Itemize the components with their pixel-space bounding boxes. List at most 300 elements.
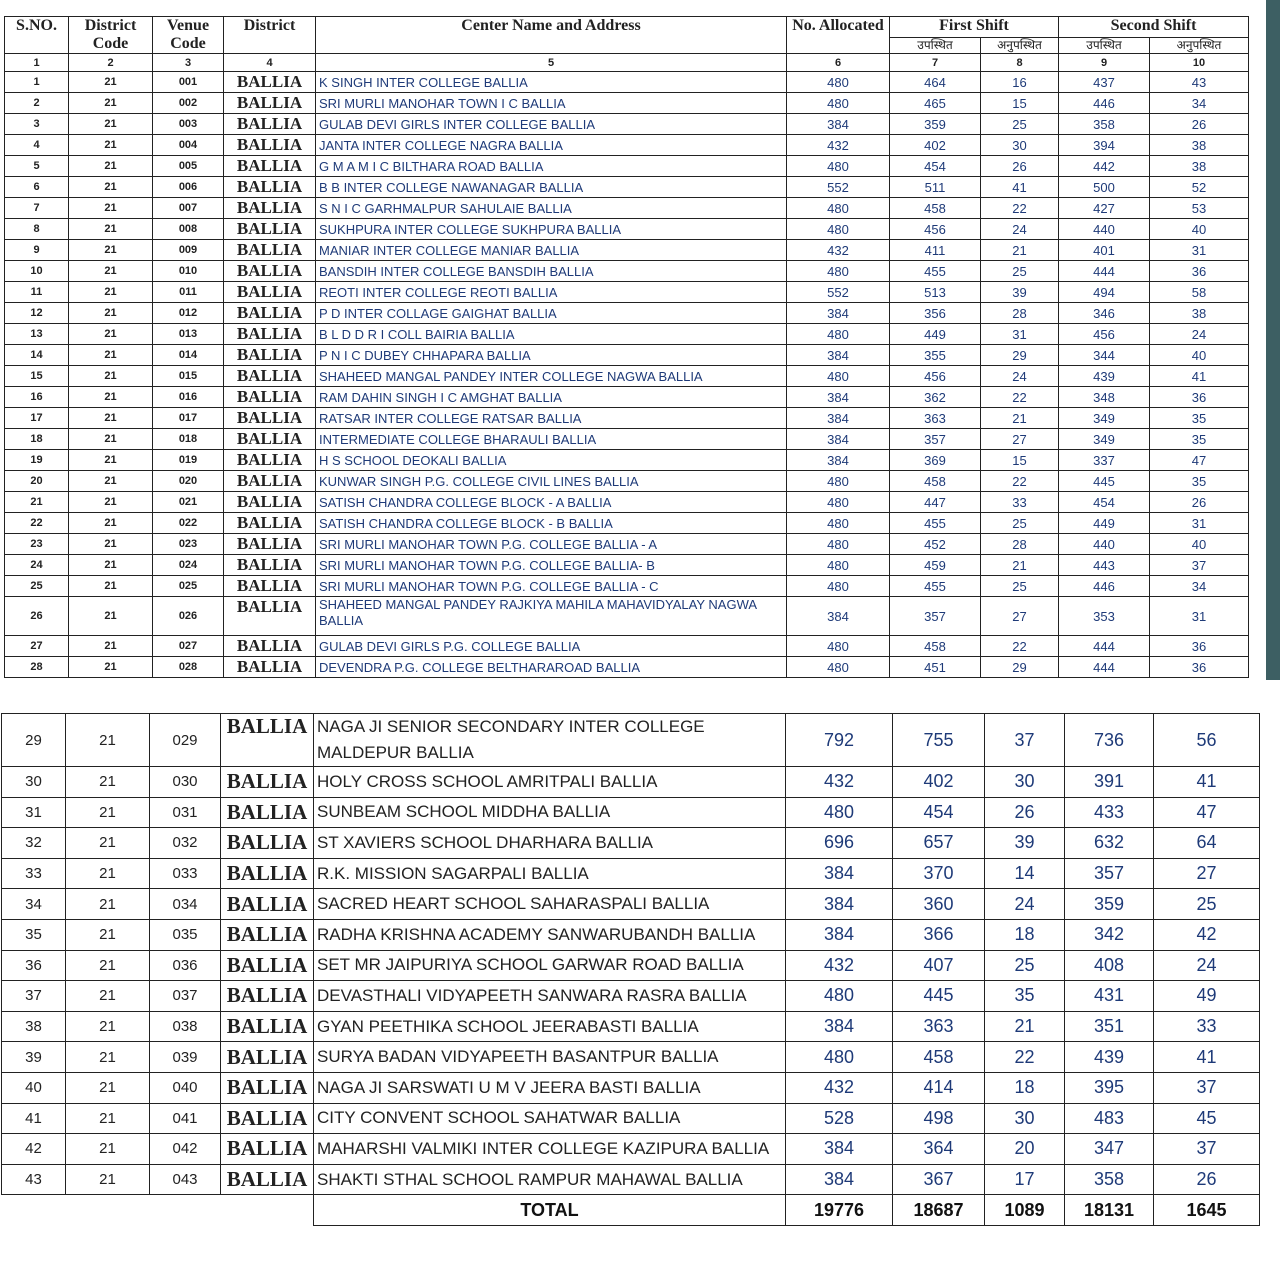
cell-second-absent: 10 <box>1150 54 1249 72</box>
table-row <box>5 240 1249 261</box>
cell-second-absent: 40 <box>1150 345 1249 366</box>
table-row <box>5 366 1249 387</box>
cell-district-code: 21 <box>66 797 150 828</box>
cell-allocated: 480 <box>787 636 890 657</box>
cell-district: BALLIA <box>224 345 316 366</box>
cell-venue-code: 021 <box>153 492 224 513</box>
cell-district-code: 21 <box>69 324 153 345</box>
cell-sno: 8 <box>5 219 69 240</box>
cell-first-absent: 22 <box>981 471 1059 492</box>
cell-first-absent: 26 <box>981 156 1059 177</box>
cell-first-present: 458 <box>890 471 981 492</box>
cell-district: BALLIA <box>224 72 316 93</box>
table-row <box>5 282 1249 303</box>
header-district-code: District Code <box>69 17 153 54</box>
table-row <box>5 261 1249 282</box>
cell-center-name: REOTI INTER COLLEGE REOTI BALLIA <box>316 282 787 303</box>
cell-first-absent: 24 <box>981 219 1059 240</box>
cell-second-present: 9 <box>1059 54 1150 72</box>
table-row <box>2 950 1260 981</box>
cell-district-code: 21 <box>69 261 153 282</box>
header-center: Center Name and Address <box>316 17 787 54</box>
cell-second-absent: 36 <box>1150 387 1249 408</box>
cell-sno: 21 <box>5 492 69 513</box>
cell-allocated: 480 <box>787 555 890 576</box>
cell-second-absent: 47 <box>1154 797 1260 828</box>
cell-district-code: 21 <box>69 636 153 657</box>
cell-second-absent: 35 <box>1150 471 1249 492</box>
cell-first-present: 456 <box>890 366 981 387</box>
cell-district: BALLIA <box>224 429 316 450</box>
cell-first-present: 454 <box>893 797 985 828</box>
cell-first-absent: 24 <box>981 366 1059 387</box>
cell-center-name: NAGA JI SARSWATI U M V JEERA BASTI BALLIA <box>314 1072 786 1103</box>
cell-venue-code: 018 <box>153 429 224 450</box>
cell-center-name: INTERMEDIATE COLLEGE BHARAULI BALLIA <box>316 429 787 450</box>
cell-allocated: 384 <box>786 858 893 889</box>
cell-center-name: SURYA BADAN VIDYAPEETH BASANTPUR BALLIA <box>314 1042 786 1073</box>
cell-second-absent: 38 <box>1150 135 1249 156</box>
cell-district: BALLIA <box>221 1134 314 1165</box>
cell-first-absent: 21 <box>981 240 1059 261</box>
cell-district: BALLIA <box>224 156 316 177</box>
cell-first-present: 7 <box>890 54 981 72</box>
cell-district: BALLIA <box>224 387 316 408</box>
table-row <box>5 576 1249 597</box>
cell-venue-code: 009 <box>153 240 224 261</box>
cell-sno: 30 <box>2 767 66 798</box>
cell-first-absent: 22 <box>985 1042 1065 1073</box>
cell-first-absent: 21 <box>985 1011 1065 1042</box>
cell-sno: 7 <box>5 198 69 219</box>
cell-first-absent: 37 <box>985 714 1065 767</box>
cell-sno: 4 <box>5 135 69 156</box>
cell-allocated: 480 <box>787 156 890 177</box>
table-row <box>2 1164 1260 1195</box>
cell-center-name: B L D D R I COLL BAIRIA BALLIA <box>316 324 787 345</box>
cell-first-absent: 20 <box>985 1134 1065 1165</box>
cell-second-present: 439 <box>1059 366 1150 387</box>
cell-first-absent: 39 <box>985 828 1065 859</box>
cell-sno: 27 <box>5 636 69 657</box>
table-row <box>5 135 1249 156</box>
cell-district-code: 21 <box>69 156 153 177</box>
cell-venue-code: 035 <box>150 919 221 950</box>
cell-district: BALLIA <box>221 1011 314 1042</box>
total-second-present: 18131 <box>1065 1195 1154 1226</box>
total-label: TOTAL <box>314 1195 786 1226</box>
header-second-shift: Second Shift <box>1059 17 1249 38</box>
cell-first-present: 455 <box>890 513 981 534</box>
cell-district-code: 21 <box>66 1072 150 1103</box>
cell-sno: 32 <box>2 828 66 859</box>
cell-venue-code: 026 <box>153 597 224 636</box>
cell-venue-code: 006 <box>153 177 224 198</box>
cell-venue-code: 020 <box>153 471 224 492</box>
cell-first-present: 459 <box>890 555 981 576</box>
cell-second-present: 736 <box>1065 714 1154 767</box>
cell-allocated: 384 <box>787 114 890 135</box>
cell-second-present: 359 <box>1065 889 1154 920</box>
cell-district-code: 21 <box>69 72 153 93</box>
cell-allocated: 480 <box>787 657 890 678</box>
cell-venue-code: 043 <box>150 1164 221 1195</box>
cell-center-name: SRI MURLI MANOHAR TOWN I C BALLIA <box>316 93 787 114</box>
cell-allocated: 480 <box>787 198 890 219</box>
cell-first-absent: 28 <box>981 303 1059 324</box>
cell-sno: 31 <box>2 797 66 828</box>
cell-second-present: 444 <box>1059 636 1150 657</box>
cell-allocated: 696 <box>786 828 893 859</box>
cell-second-absent: 64 <box>1154 828 1260 859</box>
cell-allocated: 528 <box>786 1103 893 1134</box>
cell-venue-code: 036 <box>150 950 221 981</box>
cell-first-present: 458 <box>893 1042 985 1073</box>
cell-first-absent: 30 <box>985 767 1065 798</box>
cell-district: BALLIA <box>221 1072 314 1103</box>
cell-venue-code: 029 <box>150 714 221 767</box>
cell-second-present: 358 <box>1059 114 1150 135</box>
cell-allocated: 384 <box>786 919 893 950</box>
cell-first-present: 402 <box>893 767 985 798</box>
cell-venue-code: 005 <box>153 156 224 177</box>
cell-center-name: K SINGH INTER COLLEGE BALLIA <box>316 72 787 93</box>
cell-sno: 13 <box>5 324 69 345</box>
cell-district: BALLIA <box>224 366 316 387</box>
cell-venue-code: 014 <box>153 345 224 366</box>
cell-second-absent: 35 <box>1150 408 1249 429</box>
cell-venue-code: 033 <box>150 858 221 889</box>
table-row <box>2 1011 1260 1042</box>
cell-center-name: P N I C DUBEY CHHAPARA BALLIA <box>316 345 787 366</box>
cell-second-present: 443 <box>1059 555 1150 576</box>
cell-first-present: 355 <box>890 345 981 366</box>
cell-venue-code: 038 <box>150 1011 221 1042</box>
cell-center-name: GYAN PEETHIKA SCHOOL JEERABASTI BALLIA <box>314 1011 786 1042</box>
cell-first-absent: 21 <box>981 555 1059 576</box>
table-row <box>5 555 1249 576</box>
cell-first-present: 411 <box>890 240 981 261</box>
table-row <box>5 114 1249 135</box>
cell-center-name: RADHA KRISHNA ACADEMY SANWARUBANDH BALLIA <box>314 919 786 950</box>
cell-venue-code: 024 <box>153 555 224 576</box>
cell-second-present: 351 <box>1065 1011 1154 1042</box>
cell-second-absent: 49 <box>1154 981 1260 1012</box>
cell-allocated: 384 <box>787 387 890 408</box>
table-row <box>2 1072 1260 1103</box>
cell-district-code: 21 <box>69 303 153 324</box>
cell-first-absent: 25 <box>981 576 1059 597</box>
cell-allocated: 432 <box>787 135 890 156</box>
cell-district-code: 21 <box>66 1103 150 1134</box>
cell-second-absent: 38 <box>1150 303 1249 324</box>
cell-district: BALLIA <box>224 555 316 576</box>
cell-sno: 18 <box>5 429 69 450</box>
cell-venue-code: 039 <box>150 1042 221 1073</box>
cell-venue-code: 023 <box>153 534 224 555</box>
cell-first-absent: 25 <box>981 261 1059 282</box>
cell-center-name: HOLY CROSS SCHOOL AMRITPALI BALLIA <box>314 767 786 798</box>
cell-allocated: 384 <box>787 597 890 636</box>
cell-sno: 40 <box>2 1072 66 1103</box>
cell-first-absent: 16 <box>981 72 1059 93</box>
cell-second-present: 349 <box>1059 429 1150 450</box>
cell-venue-code: 3 <box>153 54 224 72</box>
total-allocated: 19776 <box>786 1195 893 1226</box>
cell-center-name: SHAHEED MANGAL PANDEY INTER COLLEGE NAGWA BALLIA <box>316 366 787 387</box>
cell-center-name: S N I C GARHMALPUR SAHULAIE BALLIA <box>316 198 787 219</box>
table-row <box>2 1103 1260 1134</box>
table-row <box>2 714 1260 767</box>
cell-first-absent: 25 <box>985 950 1065 981</box>
cell-sno: 16 <box>5 387 69 408</box>
cell-sno: 41 <box>2 1103 66 1134</box>
cell-center-name: DEVASTHALI VIDYAPEETH SANWARA RASRA BALLIA <box>314 981 786 1012</box>
cell-center-name: CITY CONVENT SCHOOL SAHATWAR BALLIA <box>314 1103 786 1134</box>
cell-venue-code: 027 <box>153 636 224 657</box>
table-row <box>5 387 1249 408</box>
cell-venue-code: 016 <box>153 387 224 408</box>
cell-sno: 33 <box>2 858 66 889</box>
cell-allocated: 432 <box>786 767 893 798</box>
table-row <box>5 492 1249 513</box>
cell-allocated: 480 <box>787 324 890 345</box>
cell-first-present: 455 <box>890 576 981 597</box>
cell-district-code: 21 <box>66 1134 150 1165</box>
cell-venue-code: 037 <box>150 981 221 1012</box>
cell-district-code: 21 <box>69 345 153 366</box>
cell-second-absent: 26 <box>1150 492 1249 513</box>
cell-district: BALLIA <box>221 981 314 1012</box>
cell-second-present: 401 <box>1059 240 1150 261</box>
cell-venue-code: 042 <box>150 1134 221 1165</box>
cell-second-absent: 47 <box>1150 450 1249 471</box>
cell-second-absent: 37 <box>1154 1072 1260 1103</box>
table-row <box>2 981 1260 1012</box>
cell-district-code: 21 <box>69 513 153 534</box>
cell-district: BALLIA <box>224 471 316 492</box>
cell-second-present: 347 <box>1065 1134 1154 1165</box>
cell-first-absent: 29 <box>981 657 1059 678</box>
cell-second-present: 348 <box>1059 387 1150 408</box>
cell-district-code: 21 <box>66 1011 150 1042</box>
cell-first-absent: 30 <box>985 1103 1065 1134</box>
cell-center-name: RATSAR INTER COLLEGE RATSAR BALLIA <box>316 408 787 429</box>
table-row <box>2 1134 1260 1165</box>
cell-first-present: 454 <box>890 156 981 177</box>
table-row <box>5 303 1249 324</box>
cell-second-absent: 58 <box>1150 282 1249 303</box>
cell-first-absent: 41 <box>981 177 1059 198</box>
cell-sno: 5 <box>5 156 69 177</box>
cell-center-name: SUKHPURA INTER COLLEGE SUKHPURA BALLIA <box>316 219 787 240</box>
cell-district-code: 21 <box>69 408 153 429</box>
cell-second-present: 408 <box>1065 950 1154 981</box>
cell-district-code: 21 <box>69 534 153 555</box>
cell-venue-code: 022 <box>153 513 224 534</box>
header-second-present: उपस्थित <box>1059 38 1150 54</box>
cell-district-code: 21 <box>69 366 153 387</box>
cell-first-present: 363 <box>893 1011 985 1042</box>
cell-district-code: 21 <box>69 429 153 450</box>
cell-district: BALLIA <box>224 657 316 678</box>
cell-center-name: NAGA JI SENIOR SECONDARY INTER COLLEGE MALDEPUR BALLIA <box>314 714 786 767</box>
cell-first-absent: 22 <box>981 198 1059 219</box>
cell-district-code: 21 <box>69 576 153 597</box>
cell-allocated: 480 <box>787 513 890 534</box>
cell-first-present: 456 <box>890 219 981 240</box>
cell-first-present: 407 <box>893 950 985 981</box>
cell-second-present: 442 <box>1059 156 1150 177</box>
cell-sno: 6 <box>5 177 69 198</box>
cell-sno: 23 <box>5 534 69 555</box>
cell-first-absent: 18 <box>985 919 1065 950</box>
cell-center-name: SACRED HEART SCHOOL SAHARASPALI BALLIA <box>314 889 786 920</box>
cell-district-code: 21 <box>69 387 153 408</box>
cell-first-absent: 28 <box>981 534 1059 555</box>
cell-sno: 38 <box>2 1011 66 1042</box>
cell-second-present: 391 <box>1065 767 1154 798</box>
cell-second-present: 353 <box>1059 597 1150 636</box>
cell-district: BALLIA <box>224 513 316 534</box>
cell-second-present: 449 <box>1059 513 1150 534</box>
cell-second-absent: 41 <box>1150 366 1249 387</box>
cell-district-code: 21 <box>66 919 150 950</box>
cell-first-present: 363 <box>890 408 981 429</box>
cell-sno: 3 <box>5 114 69 135</box>
cell-second-absent: 35 <box>1150 429 1249 450</box>
cell-second-present: 395 <box>1065 1072 1154 1103</box>
cell-second-present: 437 <box>1059 72 1150 93</box>
table-row <box>5 198 1249 219</box>
header-district: District <box>224 17 316 54</box>
cell-district-code: 21 <box>69 492 153 513</box>
cell-venue-code: 008 <box>153 219 224 240</box>
cell-sno: 1 <box>5 54 69 72</box>
table-row <box>5 93 1249 114</box>
cell-second-present: 494 <box>1059 282 1150 303</box>
cell-center-name: G M A M I C BILTHARA ROAD BALLIA <box>316 156 787 177</box>
cell-district: BALLIA <box>224 492 316 513</box>
cell-second-absent: 45 <box>1154 1103 1260 1134</box>
cell-second-present: 349 <box>1059 408 1150 429</box>
cell-allocated: 480 <box>787 576 890 597</box>
cell-first-present: 755 <box>893 714 985 767</box>
cell-first-present: 366 <box>893 919 985 950</box>
cell-second-absent: 40 <box>1150 534 1249 555</box>
cell-district-code: 21 <box>69 135 153 156</box>
cell-district: BALLIA <box>221 797 314 828</box>
cell-sno: 19 <box>5 450 69 471</box>
cell-venue-code: 019 <box>153 450 224 471</box>
cell-first-absent: 21 <box>981 408 1059 429</box>
cell-first-absent: 33 <box>981 492 1059 513</box>
cell-sno: 24 <box>5 555 69 576</box>
table-row <box>5 324 1249 345</box>
cell-sno: 20 <box>5 471 69 492</box>
cell-allocated: 384 <box>787 450 890 471</box>
cell-district: BALLIA <box>221 1103 314 1134</box>
cell-first-absent: 15 <box>981 93 1059 114</box>
cell-district-code: 21 <box>66 1042 150 1073</box>
cell-second-present: 344 <box>1059 345 1150 366</box>
cell-district-code: 21 <box>66 889 150 920</box>
cell-second-present: 433 <box>1065 797 1154 828</box>
cell-sno: 43 <box>2 1164 66 1195</box>
cell-venue-code: 007 <box>153 198 224 219</box>
cell-second-absent: 33 <box>1154 1011 1260 1042</box>
cell-first-absent: 25 <box>981 513 1059 534</box>
cell-district: BALLIA <box>224 534 316 555</box>
cell-center-name: SRI MURLI MANOHAR TOWN P.G. COLLEGE BALLIA - C <box>316 576 787 597</box>
table-row <box>5 597 1249 636</box>
table-row <box>2 858 1260 889</box>
cell-district: BALLIA <box>224 177 316 198</box>
cell-first-present: 449 <box>890 324 981 345</box>
cell-allocated: 480 <box>786 797 893 828</box>
cell-second-absent: 27 <box>1154 858 1260 889</box>
cell-first-absent: 24 <box>985 889 1065 920</box>
cell-district: BALLIA <box>221 1164 314 1195</box>
cell-allocated: 384 <box>786 1134 893 1165</box>
cell-district-code: 21 <box>69 219 153 240</box>
cell-second-present: 446 <box>1059 576 1150 597</box>
cell-second-absent: 31 <box>1150 597 1249 636</box>
cell-second-present: 342 <box>1065 919 1154 950</box>
cell-second-absent: 42 <box>1154 919 1260 950</box>
cell-district-code: 21 <box>69 597 153 636</box>
cell-second-present: 440 <box>1059 219 1150 240</box>
cell-district-code: 21 <box>66 828 150 859</box>
cell-second-absent: 36 <box>1150 657 1249 678</box>
cell-allocated: 384 <box>787 345 890 366</box>
table-row <box>5 513 1249 534</box>
cell-center-name: SRI MURLI MANOHAR TOWN P.G. COLLEGE BALLIA - A <box>316 534 787 555</box>
attendance-table-part2 <box>1 713 1260 1226</box>
cell-center-name: BANSDIH INTER COLLEGE BANSDIH BALLIA <box>316 261 787 282</box>
cell-second-present: 444 <box>1059 657 1150 678</box>
cell-district: BALLIA <box>224 240 316 261</box>
cell-first-present: 455 <box>890 261 981 282</box>
cell-district: BALLIA <box>221 767 314 798</box>
cell-district-code: 21 <box>69 657 153 678</box>
cell-first-absent: 29 <box>981 345 1059 366</box>
cell-sno: 10 <box>5 261 69 282</box>
cell-district-code: 21 <box>69 198 153 219</box>
cell-district-code: 21 <box>69 240 153 261</box>
cell-district: BALLIA <box>224 282 316 303</box>
cell-first-present: 357 <box>890 429 981 450</box>
cell-sno: 14 <box>5 345 69 366</box>
cell-venue-code: 003 <box>153 114 224 135</box>
cell-second-present: 456 <box>1059 324 1150 345</box>
cell-venue-code: 013 <box>153 324 224 345</box>
cell-center-name: R.K. MISSION SAGARPALI BALLIA <box>314 858 786 889</box>
cell-district: BALLIA <box>224 303 316 324</box>
cell-allocated: 552 <box>787 282 890 303</box>
cell-district-code: 21 <box>69 282 153 303</box>
cell-district-code: 21 <box>69 93 153 114</box>
table-row <box>5 450 1249 471</box>
cell-venue-code: 032 <box>150 828 221 859</box>
cell-district: BALLIA <box>224 219 316 240</box>
cell-venue-code: 028 <box>153 657 224 678</box>
cell-second-present: 440 <box>1059 534 1150 555</box>
cell-allocated: 480 <box>787 366 890 387</box>
cell-second-absent: 24 <box>1154 950 1260 981</box>
cell-second-present: 337 <box>1059 450 1150 471</box>
cell-sno: 15 <box>5 366 69 387</box>
